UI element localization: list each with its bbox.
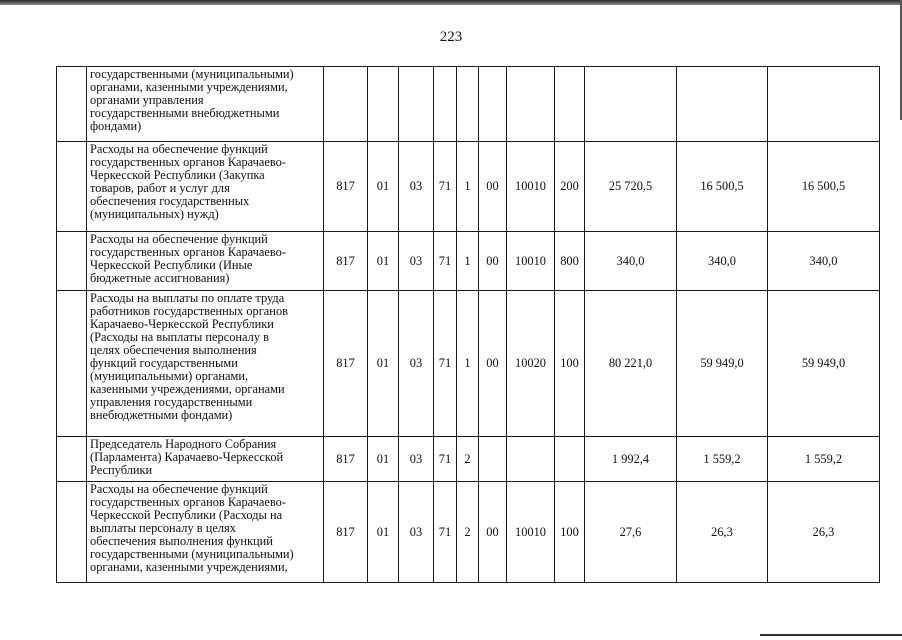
cell-rz: 01 [368, 232, 399, 291]
cell-grbs: 817 [324, 232, 368, 291]
cell-rz [368, 67, 399, 142]
cell-index [57, 67, 87, 142]
cell-grbs: 817 [324, 291, 368, 437]
cell-program: 71 [434, 291, 457, 437]
cell-direction [479, 437, 507, 482]
cell-amount-year3: 1 559,2 [768, 437, 880, 482]
cell-amount-year2: 26,3 [677, 482, 768, 583]
cell-amount-year2: 1 559,2 [677, 437, 768, 482]
cell-amount-year2: 16 500,5 [677, 142, 768, 232]
cell-expense-code: 10020 [507, 291, 555, 437]
table-row [57, 482, 880, 583]
table-row [57, 291, 880, 437]
cell-grbs: 817 [324, 482, 368, 583]
cell-expense-type [555, 437, 585, 482]
cell-direction: 00 [479, 142, 507, 232]
cell-rz: 01 [368, 291, 399, 437]
cell-index [57, 482, 87, 583]
cell-index [57, 291, 87, 437]
cell-grbs [324, 67, 368, 142]
cell-amount-year3: 59 949,0 [768, 291, 880, 437]
cell-pr [399, 67, 434, 142]
cell-expense-type: 800 [555, 232, 585, 291]
cell-expense-name: Расходы на обеспечение функций государственных органов Карачаево- Черкесской Республики (Расходы на выплаты персоналу в целях обеспечения выполнения функций государственными (муниципальными) органами, казенными учреждениями, [87, 482, 324, 583]
cell-expense-code: 10010 [507, 232, 555, 291]
scan-edge-bottom [760, 634, 902, 636]
cell-expense-name: Расходы на обеспечение функций государственных органов Карачаево- Черкесской Республики (Закупка товаров, работ и услуг для обеспечения государственных (муниципальных) нужд) [87, 142, 324, 232]
cell-pr: 03 [399, 232, 434, 291]
budget-table [56, 66, 880, 583]
cell-expense-name: Расходы на выплаты по оплате труда работников государственных органов Карачаево-Черкесской Республики (Расходы на выплаты персоналу в целях обеспечения выполнения функций государственными (муниципальными) органами, казенными учреждениями, органами управления государственными внебюджетными фондами) [87, 291, 324, 437]
cell-amount-year2: 59 949,0 [677, 291, 768, 437]
cell-pr: 03 [399, 291, 434, 437]
cell-subprogram: 1 [457, 232, 479, 291]
cell-amount-year1: 1 992,4 [585, 437, 677, 482]
cell-expense-code [507, 437, 555, 482]
cell-expense-type: 200 [555, 142, 585, 232]
cell-subprogram [457, 67, 479, 142]
cell-amount-year3: 26,3 [768, 482, 880, 583]
table-row [57, 67, 880, 142]
cell-direction: 00 [479, 232, 507, 291]
cell-amount-year1: 25 720,5 [585, 142, 677, 232]
cell-expense-name: Расходы на обеспечение функций государственных органов Карачаево- Черкесской Республики (Иные бюджетные ассигнования) [87, 232, 324, 291]
cell-program: 71 [434, 142, 457, 232]
cell-amount-year1: 27,6 [585, 482, 677, 583]
cell-rz: 01 [368, 482, 399, 583]
scan-edge-top [0, 0, 902, 5]
table-body [57, 67, 880, 583]
cell-amount-year2: 340,0 [677, 232, 768, 291]
cell-amount-year3 [768, 67, 880, 142]
cell-amount-year3: 16 500,5 [768, 142, 880, 232]
cell-expense-type: 100 [555, 291, 585, 437]
cell-subprogram: 1 [457, 291, 479, 437]
cell-amount-year3: 340,0 [768, 232, 880, 291]
cell-program: 71 [434, 437, 457, 482]
cell-index [57, 142, 87, 232]
cell-subprogram: 2 [457, 482, 479, 583]
page-number: 223 [439, 29, 463, 45]
cell-program: 71 [434, 482, 457, 583]
cell-amount-year1: 340,0 [585, 232, 677, 291]
cell-expense-name: Председатель Народного Собрания (Парламента) Карачаево-Черкесской Республики [87, 437, 324, 482]
cell-subprogram: 1 [457, 142, 479, 232]
cell-expense-code: 10010 [507, 142, 555, 232]
table-row [57, 437, 880, 482]
cell-direction [479, 67, 507, 142]
cell-grbs: 817 [324, 437, 368, 482]
cell-rz: 01 [368, 437, 399, 482]
cell-program: 71 [434, 232, 457, 291]
cell-index [57, 232, 87, 291]
cell-direction: 00 [479, 482, 507, 583]
cell-amount-year1 [585, 67, 677, 142]
cell-grbs: 817 [324, 142, 368, 232]
table-row [57, 232, 880, 291]
cell-pr: 03 [399, 142, 434, 232]
cell-expense-code: 10010 [507, 482, 555, 583]
cell-expense-name: государственными (муниципальными) органами, казенными учреждениями, органами управления государственными внебюджетными фондами) [87, 67, 324, 142]
cell-direction: 00 [479, 291, 507, 437]
cell-expense-type [555, 67, 585, 142]
cell-amount-year1: 80 221,0 [585, 291, 677, 437]
cell-rz: 01 [368, 142, 399, 232]
cell-amount-year2 [677, 67, 768, 142]
cell-expense-code [507, 67, 555, 142]
cell-pr: 03 [399, 482, 434, 583]
cell-index [57, 437, 87, 482]
table-row [57, 142, 880, 232]
cell-subprogram: 2 [457, 437, 479, 482]
cell-pr: 03 [399, 437, 434, 482]
cell-expense-type: 100 [555, 482, 585, 583]
cell-program [434, 67, 457, 142]
